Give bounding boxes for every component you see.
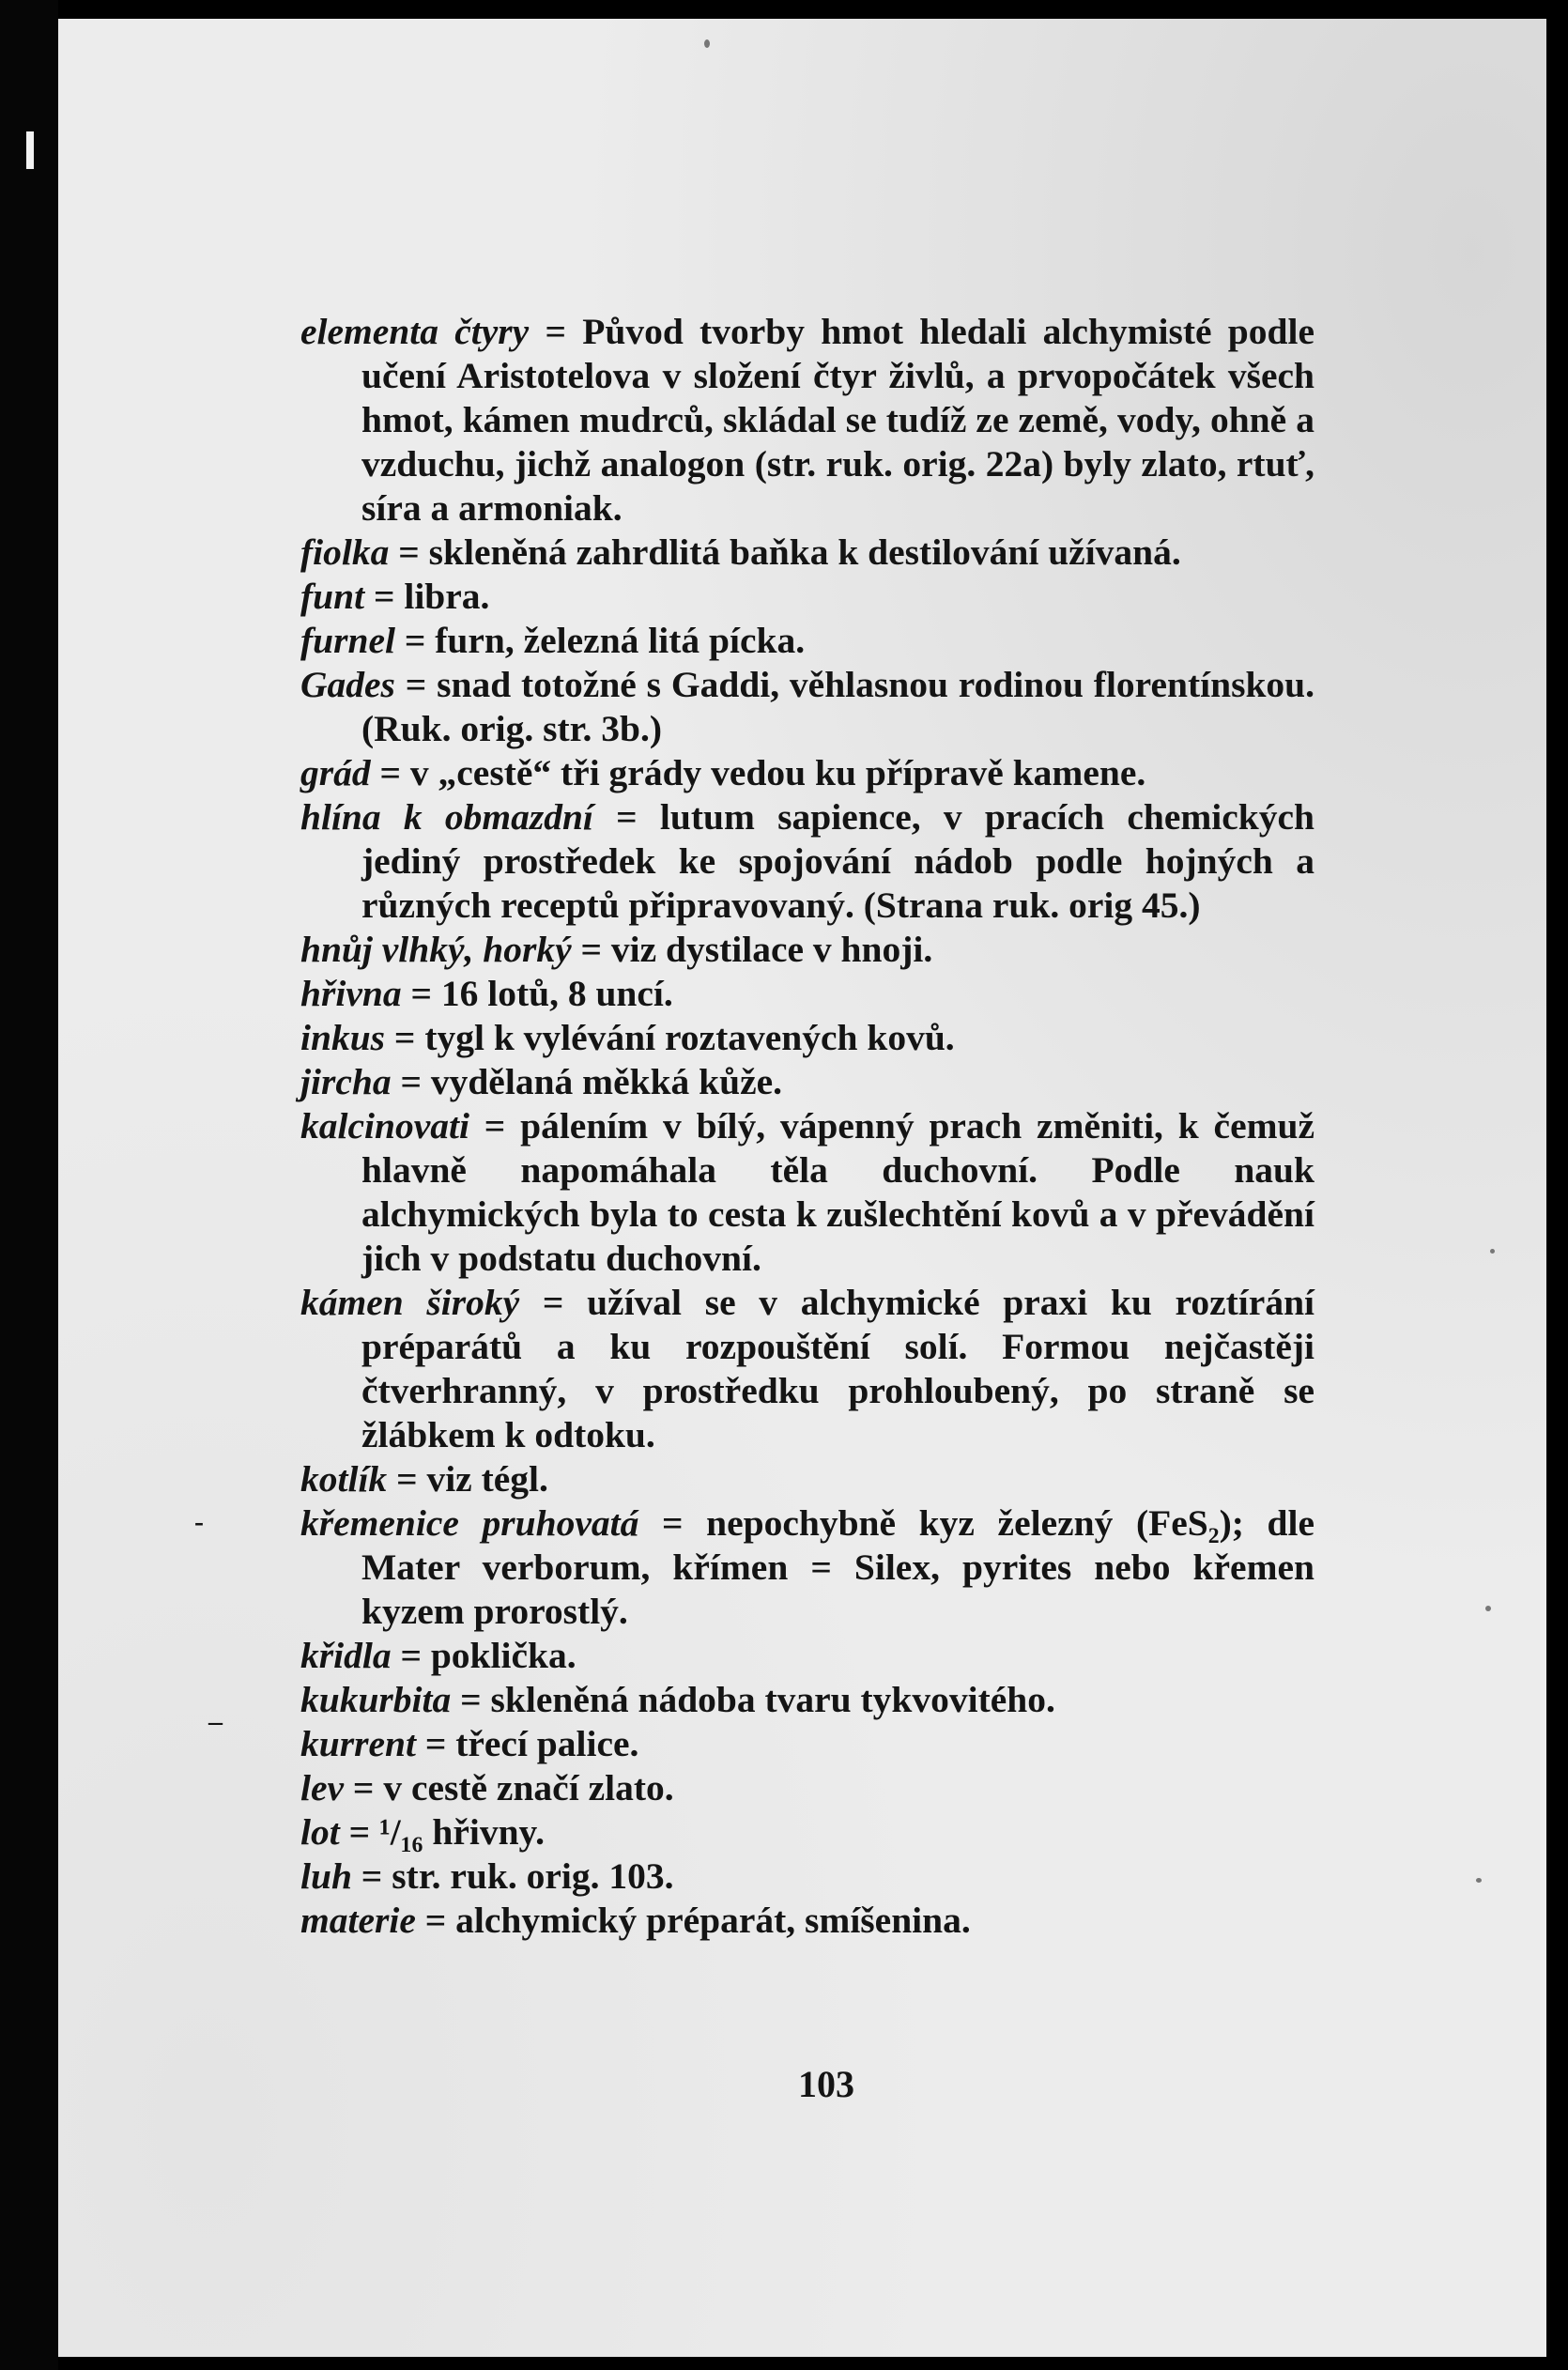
entry-definition: lutum sapience, v pracích chemických jediný prostředek ke spojování nádob podle hojných a různých receptů připravovaný. (Strana ruk. orig 45.) bbox=[361, 796, 1315, 926]
equals-sign: = bbox=[616, 796, 638, 838]
equals-sign: = bbox=[424, 1723, 447, 1764]
spine-mark bbox=[26, 131, 34, 169]
entry-term: kurrent bbox=[300, 1723, 416, 1764]
entry-term: kalcinovati bbox=[300, 1105, 469, 1147]
entry-definition: libra. bbox=[404, 576, 490, 617]
entry-term: hlína k obmazdní bbox=[300, 796, 593, 838]
glossary-entry bbox=[300, 1457, 1314, 1501]
glossary-entry bbox=[300, 795, 1314, 928]
glossary-text bbox=[300, 310, 1314, 1943]
entry-definition: vydělaná měkká kůže. bbox=[430, 1061, 783, 1102]
entry-definition: Původ tvorby hmot hledali alchymisté podle učení Aristotelova v složení čtyr živlů, a prvopočátek všech hmot, kámen mudrců, skládal se tudíž ze země, vody, ohně a vzduchu, jichž analogon (str. ruk. orig. 22a) byly zlato, rtuť, síra a armoniak. bbox=[361, 311, 1315, 529]
glossary-entry bbox=[300, 1060, 1314, 1104]
entry-definition: nepochybně kyz železný (FeS₂); dle Mater verborum, křímen = Silex, pyrites nebo křemen kyzem prorostlý. bbox=[361, 1502, 1315, 1632]
entry-term: hřivna bbox=[300, 973, 402, 1014]
equals-sign: = bbox=[396, 1458, 418, 1500]
entry-term: kámen široký bbox=[300, 1282, 520, 1323]
equals-sign: = bbox=[352, 1767, 375, 1808]
entry-term: hnůj vlhký, horký bbox=[300, 929, 572, 970]
glossary-entry bbox=[300, 1281, 1314, 1457]
glossary-entry bbox=[300, 1678, 1314, 1722]
glossary-entry bbox=[300, 531, 1314, 575]
entry-term: křidla bbox=[300, 1635, 392, 1676]
entry-definition: poklička. bbox=[430, 1635, 576, 1676]
entry-term: jircha bbox=[300, 1061, 392, 1102]
entry-term: furnel bbox=[300, 620, 395, 661]
entry-definition: pálením v bílý, vápenný prach změniti, k čemuž hlavně napomáhala těla duchovní. Podle nauk alchymických byla to cesta k zušlechtění kovů a v převádění jich v podstatu duchovní. bbox=[361, 1105, 1315, 1279]
entry-term: funt bbox=[300, 576, 365, 617]
entry-definition: furn, železná litá pícka. bbox=[435, 620, 806, 661]
equals-sign: = bbox=[460, 1679, 482, 1720]
entry-term: lev bbox=[300, 1767, 345, 1808]
glossary-entry bbox=[300, 1854, 1314, 1899]
paper-speck bbox=[1485, 1606, 1491, 1611]
entry-definition: str. ruk. orig. 103. bbox=[392, 1855, 674, 1897]
glossary-entry bbox=[300, 1016, 1314, 1060]
equals-sign: = bbox=[661, 1502, 684, 1544]
equals-sign: = bbox=[580, 929, 603, 970]
equals-sign: = bbox=[393, 1017, 416, 1058]
glossary-entry bbox=[300, 928, 1314, 972]
glossary-entry bbox=[300, 1104, 1314, 1281]
entry-definition: tygl k vylévání roztavených kovů. bbox=[424, 1017, 955, 1058]
entry-definition: třecí palice. bbox=[455, 1723, 639, 1764]
margin-mark: - bbox=[194, 1506, 204, 1537]
entry-definition: užíval se v alchymické praxi ku roztírání préparátů a ku rozpouštění solí. Formou nejčastěji čtverhranný, v prostředku prohloubený, po straně se žlábkem k odtoku. bbox=[361, 1282, 1315, 1455]
paper-speck bbox=[1476, 1878, 1482, 1883]
equals-sign: = bbox=[405, 664, 427, 705]
page-number: 103 bbox=[798, 2063, 854, 2105]
entry-term: lot bbox=[300, 1811, 340, 1853]
glossary-entry bbox=[300, 972, 1314, 1016]
entry-definition: v „cestě“ tři grády vedou ku přípravě kamene. bbox=[409, 752, 1146, 793]
equals-sign: = bbox=[410, 973, 432, 1014]
entry-term: kotlík bbox=[300, 1458, 388, 1500]
equals-sign: = bbox=[400, 1061, 422, 1102]
equals-sign: = bbox=[424, 1900, 447, 1941]
glossary-entry bbox=[300, 663, 1314, 751]
entry-term: kukurbita bbox=[300, 1679, 452, 1720]
entry-term: grád bbox=[300, 752, 371, 793]
entry-definition: alchymický préparát, smíšenina. bbox=[455, 1900, 971, 1941]
glossary-entry bbox=[300, 1766, 1314, 1810]
equals-sign: = bbox=[361, 1855, 383, 1897]
equals-sign: = bbox=[542, 1282, 564, 1323]
book-spine-edge bbox=[0, 0, 58, 2370]
entry-term: fiolka bbox=[300, 531, 390, 573]
glossary-entry bbox=[300, 1722, 1314, 1766]
entry-definition: skleněná zahrdlitá baňka k destilování užívaná. bbox=[428, 531, 1181, 573]
glossary-entry bbox=[300, 751, 1314, 795]
equals-sign: = bbox=[348, 1811, 371, 1853]
equals-sign: = bbox=[484, 1105, 506, 1147]
equals-sign: = bbox=[400, 1635, 422, 1676]
equals-sign: = bbox=[398, 531, 420, 573]
entry-definition: v cestě značí zlato. bbox=[383, 1767, 674, 1808]
glossary-entry bbox=[300, 1634, 1314, 1678]
entry-term: inkus bbox=[300, 1017, 386, 1058]
entry-term: křemenice pruhovatá bbox=[300, 1502, 639, 1544]
margin-mark: – bbox=[208, 1706, 223, 1737]
entry-definition: skleněná nádoba tvaru tykvovitého. bbox=[490, 1679, 1055, 1720]
entry-definition: snad totožné s Gaddi, věhlasnou rodinou florentínskou. (Ruk. orig. str. 3b.) bbox=[361, 664, 1315, 749]
equals-sign: = bbox=[373, 576, 395, 617]
entry-term: luh bbox=[300, 1855, 352, 1897]
equals-sign: = bbox=[379, 752, 402, 793]
entry-term: materie bbox=[300, 1900, 416, 1941]
paper-speck bbox=[1490, 1249, 1495, 1254]
glossary-entry bbox=[300, 1899, 1314, 1943]
glossary-entry bbox=[300, 575, 1314, 619]
equals-sign: = bbox=[545, 311, 566, 352]
entry-definition: 16 lotů, 8 uncí. bbox=[440, 973, 673, 1014]
equals-sign: = bbox=[404, 620, 426, 661]
glossary-entry bbox=[300, 1501, 1314, 1634]
paper-speck bbox=[704, 39, 710, 48]
glossary-entry bbox=[300, 310, 1314, 531]
entry-term: elementa čtyry bbox=[300, 311, 530, 352]
entry-definition: viz dystilace v hnoji. bbox=[610, 929, 933, 970]
entry-term: Gades bbox=[300, 664, 395, 705]
entry-definition: viz tégl. bbox=[426, 1458, 548, 1500]
glossary-entry bbox=[300, 619, 1314, 663]
entry-definition: ¹/₁₆ hřivny. bbox=[378, 1811, 545, 1853]
glossary-entry bbox=[300, 1810, 1314, 1854]
